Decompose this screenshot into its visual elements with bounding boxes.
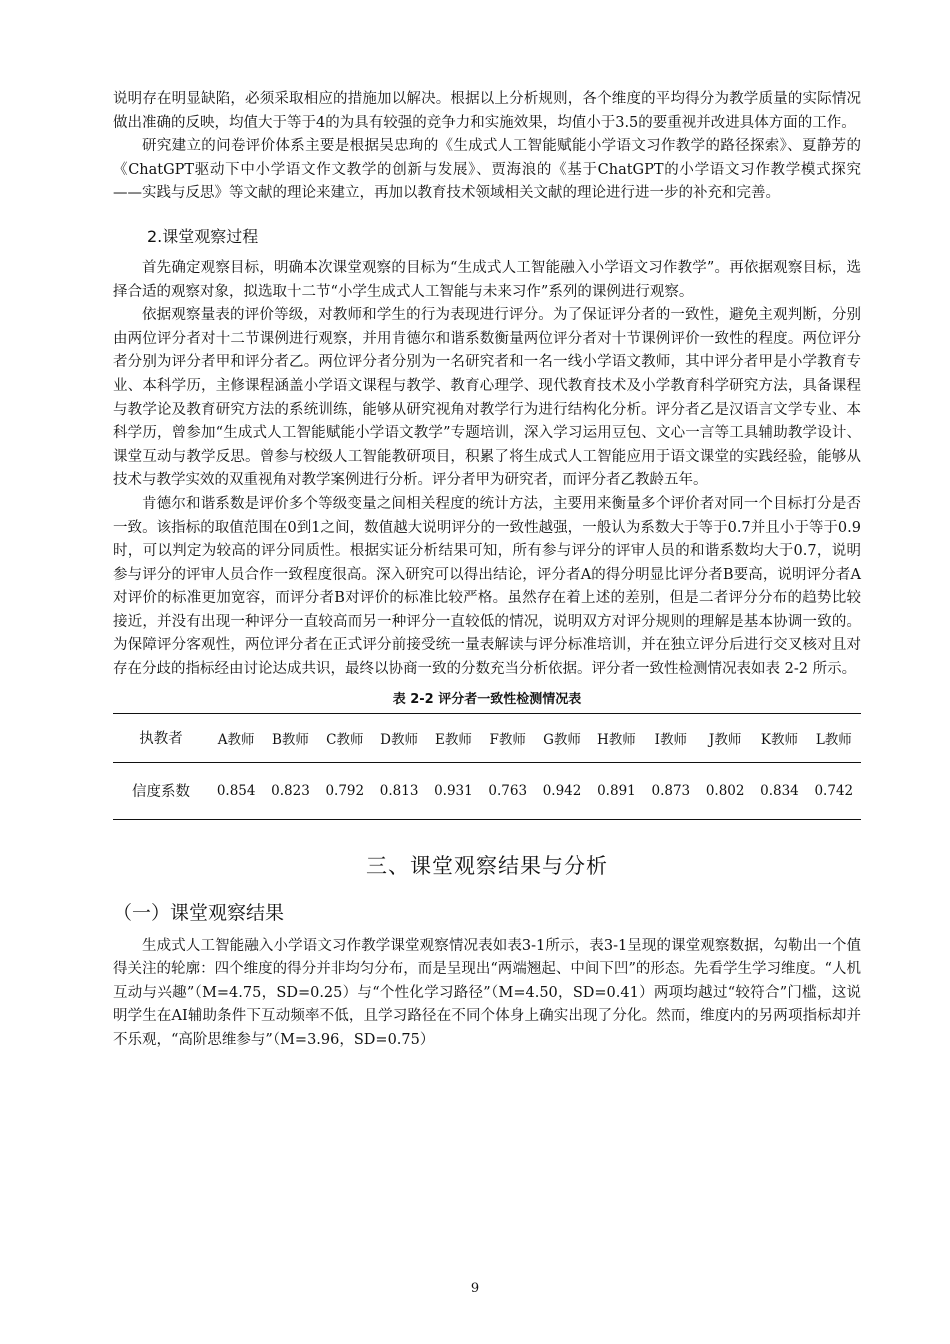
table-cell: 0.763	[481, 762, 535, 819]
column-header: L教师	[807, 713, 861, 762]
paragraph: 肯德尔和谐系数是评价多个等级变量之间相关程度的统计方法，主要用来衡量多个评价者对同一个目标打分是否一致。该指标的取值范围在0到1之间，数值越大说明评分的一致性越强，一般认为系数大于等于0.7并且小于等于0.9时，可以判定为较高的评分同质性。根据实证分析结果可知，所有参与评分的评审人员的和谐系数均大于0.7，说明参与评分的评审人员合作一致程度很高。深入研究可以得出结论，评分者A的得分明显比评分者B要高，说明评分者A对评价的标准更加宽容，而评分者B对评价的标准比较严格。虽然存在着上述的差别，但是二者评分分布的趋势比较接近，并没有出现一种评分一直较高而另一种评分一直较低的情况，说明双方对评分规则的理解是基本协调一致的。为保障评分客观性，两位评分者在正式评分前接受统一量表解读与评分标准培训，并在独立评分后进行交叉核对且对存在分歧的指标经由讨论达成共识，最终以协商一致的分数充当分析依据。评分者一致性检测情况表如表 2-2 所示。	[113, 495, 861, 678]
table-cell: 0.931	[426, 762, 480, 819]
table-cell: 0.891	[589, 762, 643, 819]
paragraph: 依据观察量表的评价等级，对教师和学生的行为表现进行评分。为了保证评分者的一致性，避免主观判断，分别由两位评分者对十二节课例进行观察，并用肯德尔和谐系数衡量两位评分者对十节课例评价一致性的程度。两位评分者分别为评分者甲和评分者乙。两位评分者分别为一名研究者和一名一线小学语文教师，其中评分者甲是小学教育专业、本科学历，主修课程涵盖小学语文课程与教学、教育心理学、现代教育技术及小学教育科学研究方法，具备课程与教学论及教育研究方法的系统训练，能够从研究视角对教学行为进行结构化分析。评分者乙是汉语言文学专业、本科学历，曾参加“生成式人工智能赋能小学语文教学”专题培训，深入学习运用豆包、文心一言等工具辅助教学设计、课堂互动与教学反思。曾参与校级人工智能教研项目，积累了将生成式人工智能应用于语文课堂的实践经验，能够从技术与教学实效的双重视角对教学案例进行分析。评分者甲为研究者，而评分者乙教龄五年。	[113, 307, 861, 489]
paragraph: 说明存在明显缺陷，必须采取相应的措施加以解决。根据以上分析规则，各个维度的平均得分为教学质量的实际情况做出准确的反映，均值大于等于4的为具有较强的竞争力和实施效果，均值小于3.5的要重视并改进具体方面的工作。	[113, 91, 861, 131]
column-header: K教师	[752, 713, 806, 762]
page-number: 9	[470, 1281, 480, 1296]
paragraph: 生成式人工智能融入小学语文习作教学课堂观察情况表如表3-1所示，表3-1呈现的课堂观察数据，勾勒出一个值得关注的轮廓：四个维度的得分并非均匀分布，而是呈现出“两端翘起、中间下凹”的形态。先看学生学习维度。“人机互动与兴趣”（M=4.75，SD=0.25）与“个性化学习路径”（M=4.50，SD=0.41）两项均越过“较符合”门槛，这说明学生在AI辅助条件下互动频率不低，且学习路径在不同个体身上确实出现了分化。然而，维度内的另两项指标却并不乐观，“高阶思维参与”（M=3.96，SD=0.75）	[113, 937, 861, 1049]
column-header: H教师	[589, 713, 643, 762]
document-page	[113, 88, 861, 1053]
table-cell: 0.942	[535, 762, 589, 819]
table-header-row	[113, 713, 861, 762]
table-cell: 0.834	[752, 762, 806, 819]
table-caption: 表 2-2 评分者一致性检测情况表	[392, 691, 582, 707]
column-header: C教师	[318, 713, 372, 762]
column-header: B教师	[263, 713, 317, 762]
table-cell: 0.802	[698, 762, 752, 819]
rater-consistency-table	[113, 713, 861, 820]
section-title: 三、课堂观察结果与分析	[366, 853, 608, 878]
table-cell: 0.854	[209, 762, 263, 819]
paragraph: 研究建立的问卷评价体系主要是根据吴忠珣的《生成式人工智能赋能小学语文习作教学的路径探索》、夏静芳的《ChatGPT驱动下中小学语文作文教学的创新与发展》、贾海浪的《基于ChatGPT的小学语文习作教学模式探究——实践与反思》等文献的理论来建立，再加以教育技术领域相关文献的理论进行进一步的补充和完善。	[113, 138, 861, 202]
column-header: F教师	[481, 713, 535, 762]
column-header: E教师	[426, 713, 480, 762]
column-header: G教师	[535, 713, 589, 762]
row-label: 信度系数	[113, 762, 209, 819]
table-cell: 0.873	[644, 762, 698, 819]
column-header: J教师	[698, 713, 752, 762]
column-header: D教师	[372, 713, 426, 762]
column-header: A教师	[209, 713, 263, 762]
header-label: 执教者	[113, 713, 209, 762]
paragraph: 首先确定观察目标，明确本次课堂观察的目标为“生成式人工智能融入小学语文习作教学”。再依据观察目标，选择合适的观察对象，拟选取十二节“小学生成式人工智能与未来习作”系列的课例进行观察。	[113, 259, 861, 300]
table-cell: 0.792	[318, 762, 372, 819]
table-cell: 0.823	[263, 762, 317, 819]
subsection-heading: 2.课堂观察过程	[147, 226, 259, 246]
table-cell: 0.742	[807, 762, 861, 819]
table-cell: 0.813	[372, 762, 426, 819]
column-header: I教师	[644, 713, 698, 762]
table-row	[113, 762, 861, 819]
section-subtitle: （一）课堂观察结果	[113, 901, 285, 924]
